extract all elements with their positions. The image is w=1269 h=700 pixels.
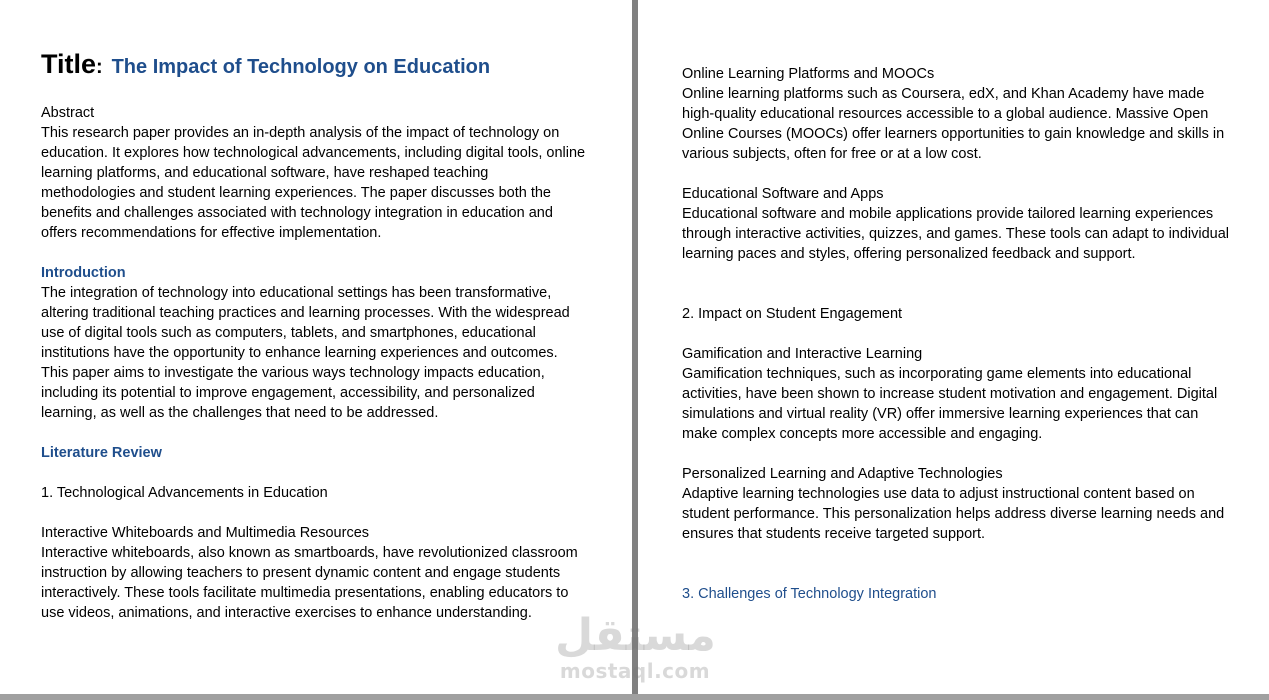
- personalized-line: Adaptive learning technologies use data to adjust instructional content based on: [682, 486, 1195, 502]
- right-page: [638, 0, 1269, 696]
- introduction-line: This paper aims to investigate the various ways technology impacts education,: [41, 365, 545, 381]
- document-title: [41, 44, 601, 85]
- section-1-heading: 1. Technological Advancements in Education: [41, 485, 328, 501]
- introduction-line: institutions have the opportunity to enhance learning experiences and outcomes.: [41, 345, 558, 361]
- section-3-heading: 3. Challenges of Technology Integration: [682, 586, 937, 602]
- software-paragraph: [682, 204, 1242, 264]
- gamification-line: activities, have been shown to increase student motivation and engagement. Digital: [682, 386, 1218, 402]
- whiteboards-line: interactively. These tools facilitate multimedia presentations, enabling educators to: [41, 585, 569, 601]
- bottom-scroll-bar: [0, 694, 1269, 700]
- mooc-paragraph: [682, 84, 1242, 164]
- software-heading: Educational Software and Apps: [682, 186, 884, 202]
- abstract-line: This research paper provides an in-depth analysis of the impact of technology on: [41, 125, 560, 141]
- personalized-line: ensures that students receive targeted support.: [682, 526, 986, 542]
- gamification-paragraph: [682, 364, 1242, 444]
- personalized-line: student performance. This personalization helps address diverse learning needs and: [682, 506, 1225, 522]
- abstract-heading: Abstract: [41, 105, 95, 121]
- title-text: The Impact of Technology on Education: [111, 56, 491, 78]
- mooc-heading: Online Learning Platforms and MOOCs: [682, 66, 935, 82]
- section-2-heading: 2. Impact on Student Engagement: [682, 306, 903, 322]
- whiteboards-heading: Interactive Whiteboards and Multimedia Resources: [41, 525, 370, 541]
- software-line: through interactive activities, quizzes, and games. These tools can adapt to individual: [682, 226, 1230, 242]
- mooc-line: Online learning platforms such as Coursera, edX, and Khan Academy have made: [682, 86, 1205, 102]
- mooc-line: various subjects, often for free or at a low cost.: [682, 146, 982, 162]
- introduction-line: altering traditional teaching practices and learning processes. With the widespread: [41, 305, 570, 321]
- right-page-content: [682, 64, 1242, 604]
- abstract-line: methodologies and student learning experiences. The paper discusses both the: [41, 185, 551, 201]
- abstract-line: learning platforms, and educational software, have reshaped teaching: [41, 165, 489, 181]
- gamification-line: simulations and virtual reality (VR) offer immersive learning experiences that can: [682, 406, 1199, 422]
- introduction-heading: Introduction: [41, 265, 126, 281]
- watermark-latin-text: mostaql.com: [559, 659, 711, 683]
- abstract-line: education. It explores how technological advancements, including digital tools, online: [41, 145, 586, 161]
- mooc-line: high-quality educational resources accessible to a global audience. Massive Open: [682, 106, 1209, 122]
- abstract-line: offers recommendations for effective implementation.: [41, 225, 382, 241]
- watermark-arabic-text: مستقل: [555, 610, 716, 661]
- introduction-paragraph: [41, 283, 601, 423]
- software-line: learning paces and styles, offering personalized feedback and support.: [682, 246, 1136, 262]
- gamification-heading: Gamification and Interactive Learning: [682, 346, 923, 362]
- personalized-paragraph: [682, 484, 1242, 544]
- left-page: [0, 0, 632, 696]
- introduction-line: use of digital tools such as computers, tablets, and smartphones, educational: [41, 325, 536, 341]
- gamification-line: Gamification techniques, such as incorporating game elements into educational: [682, 366, 1192, 382]
- abstract-paragraph: [41, 123, 601, 243]
- title-colon: :: [96, 56, 103, 78]
- software-line: Educational software and mobile applications provide tailored learning experiences: [682, 206, 1214, 222]
- gamification-line: make complex concepts more accessible and engaging.: [682, 426, 1043, 442]
- title-label: Title: [41, 49, 97, 79]
- abstract-line: benefits and challenges associated with technology integration in education and: [41, 205, 553, 221]
- introduction-line: learning, as well as the challenges that need to be addressed.: [41, 405, 439, 421]
- left-page-content: [41, 44, 601, 623]
- introduction-line: The integration of technology into educational settings has been transformative,: [41, 285, 552, 301]
- whiteboards-line: Interactive whiteboards, also known as smartboards, have revolutionized classroom: [41, 545, 578, 561]
- introduction-line: including its potential to improve engagement, accessibility, and personalized: [41, 385, 535, 401]
- literature-review-heading: Literature Review: [41, 445, 162, 461]
- whiteboards-line: instruction by allowing teachers to present dynamic content and engage students: [41, 565, 561, 581]
- whiteboards-line: use videos, animations, and interactive exercises to enhance understanding.: [41, 605, 532, 621]
- whiteboards-paragraph: [41, 543, 601, 623]
- personalized-heading: Personalized Learning and Adaptive Technologies: [682, 466, 1003, 482]
- mooc-line: Online Courses (MOOCs) offer learners opportunities to gain knowledge and skills in: [682, 126, 1225, 142]
